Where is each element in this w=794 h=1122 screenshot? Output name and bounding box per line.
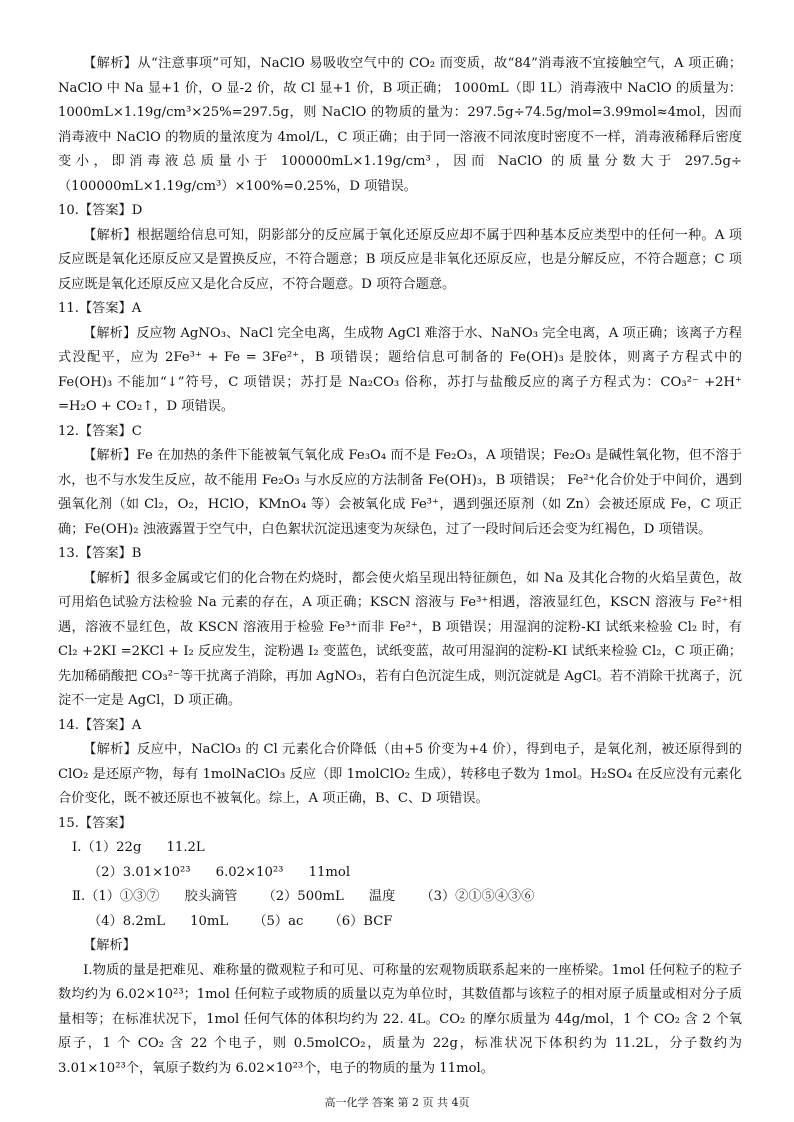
q15-answer: 15.【答案】 [58, 815, 132, 831]
q15-row-4: （4）8.2mL 10mL （5）ac （6）BCF [88, 913, 393, 929]
q13-analysis: 【解析】很多金属或它们的化合物在灼烧时，都会使火焰呈现出特征颜色，如 Na 及其化合物的火焰呈黄色，故可用焰色试验方法检验 Na 元素的存在，A 项正确；KSCN 溶液与 Fe³⁺相遇，溶液显红色，KSCN 溶液与 Fe²⁺相遇，溶液不显红色，故 KSCN 溶液用于检验 Fe³⁺而非 Fe²⁺，B 项错误；用湿润的淀粉-KI 试纸来检验 Cl₂ 时，有 Cl₂ +2KI =2KCl + I₂ 反应发生，淀粉遇 I₂ 变蓝色，试纸变蓝，故可用湿润的淀粉-KI 试纸来检验 Cl₂，C 项正确；先加稀硝酸把 CO₃²⁻等干扰离子消除，再加 AgNO₃，若有白色沉淀生成，则沉淀就是 AgCl。若不消除干扰离子，沉淀不一定是 AgCl，D 项正确。 [58, 570, 742, 708]
page-footer: 高一化学 答案 第 2 页 共 4页 [324, 1096, 470, 1109]
q10-analysis: 【解析】根据题给信息可知，阴影部分的反应属于氧化还原反应却不属于四种基本反应类型中的任何一种。A 项反应既是氧化还原反应又是置换反应，不符合题意；B 项反应是非氧化还原反应，也是分解反应，不符合题意；C 项反应既是氧化还原反应又是化合反应，不符合题意。D 项符合题意。 [58, 227, 742, 292]
q15-row-2: （2）3.01×10²³ 6.02×10²³ 11mol [88, 864, 351, 880]
q9-analysis: 【解析】从“注意事项”可知，NaClO 易吸收空气中的 CO₂ 而变质，故“84”消毒液不宜接触空气，A 项正确；NaClO 中 Na 显+1 价，O 显-2 价，故 Cl 显+1 价，B 项正确； 1000mL（即 1L）消毒液中 NaClO 的质量为：1000mL×1.19g/cm³×25%=297.5g，则 NaClO 的物质的量为：297.5g÷74.5g/mol=3.99mol≈4mol，因而消毒液中 NaClO 的物质的量浓度为 4mol/L，C 项正确；由于同一溶液不同浓度时密度不一样，消毒液稀释后密度变小，即消毒液总质量小于 100000mL×1.19g/cm³，因而 NaClO 的质量分数大于 297.5g÷（100000mL×1.19g/cm³）×100%=0.25%，D 项错误。 [58, 56, 742, 194]
q15-row-1: Ⅰ.（1）22g 11.2L [72, 840, 205, 855]
q11-answer: 11.【答案】A [58, 301, 142, 316]
q11-analysis: 【解析】反应物 AgNO₃、NaCl 完全电离，生成物 AgCl 难溶于水、NaNO₃ 完全电离，A 项正确；该离子方程式没配平，应为 2Fe³⁺ + Fe = 3Fe²⁺，B 项错误；题给信息可制备的 Fe(OH)₃ 是胶体，则离子方程式中的 Fe(OH)₃ 不能加“↓”符号，C 项错误；苏打是 Na₂CO₃ 俗称，苏打与盐酸反应的离子方程式为：CO₃²⁻ +2H⁺ =H₂O + CO₂↑，D 项错误。 [58, 325, 742, 414]
q15-analysis: Ⅰ.物质的量是把难见、难称量的微观粒子和可见、可称量的宏观物质联系起来的一座桥梁。1mol 任何粒子的粒子数均约为 6.02×10²³；1mol 任何粒子或物质的质量以克为单位时，其数值都与该粒子的相对原子质量或相对分子质量相等；在标准状况下，1mol 任何气体的体积均约为 22. 4L。CO₂ 的摩尔质量为 44g/mol，1 个 CO₂ 含 2 个氧原子，1 个 CO₂ 含 22 个电子，则 0.5molCO₂，质量为 22g，标准状况下体积约为 11.2L，分子数约为 3.01×10²³个，氧原子数约为 6.02×10²³个，电子的物质的量为 11mol。 [58, 962, 742, 1076]
q12-answer: 12.【答案】C [58, 423, 142, 439]
q14-answer: 14.【答案】A [58, 717, 142, 733]
q12-analysis: 【解析】Fe 在加热的条件下能被氧气氧化成 Fe₃O₄ 而不是 Fe₂O₃，A 项错误；Fe₂O₃ 是碱性氧化物，但不溶于水，也不与水发生反应，故不能用 Fe₂O₃ 与水反应的方法制备 Fe(OH)₃，B 项错误； Fe²⁺化合价处于中间价，遇到强氧化剂（如 Cl₂，O₂，HClO，KMnO₄ 等）会被氧化成 Fe³⁺，遇到强还原剂（如 Zn）会被还原成 Fe，C 项正确；Fe(OH)₂ 浊液露置于空气中，白色絮状沉淀迅速变为灰绿色，过了一段时间后还会变为红褐色，D 项错误。 [58, 448, 742, 537]
q10-answer: 10.【答案】D [58, 203, 143, 218]
q15-row-3: Ⅱ.（1）①③⑦ 胶头滴管 （2）500mL 温度 （3）②①⑤④③⑥ [72, 889, 535, 904]
q15-analysis-label: 【解析】 [83, 938, 136, 953]
answer-page [58, 52, 742, 1081]
q13-answer: 13.【答案】B [58, 546, 142, 561]
q14-analysis: 【解析】反应中，NaClO₃ 的 Cl 元素化合价降低（由+5 价变为+4 价），得到电子，是氧化剂，被还原得到的 ClO₂ 是还原产物，每有 1molNaClO₃ 反应（即 1molClO₂ 生成），转移电子数为 1mol。H₂SO₄ 在反应没有元素化合价变化，既不被还原也不被氧化。综上，A 项正确，B、C、D 项错误。 [58, 742, 742, 806]
